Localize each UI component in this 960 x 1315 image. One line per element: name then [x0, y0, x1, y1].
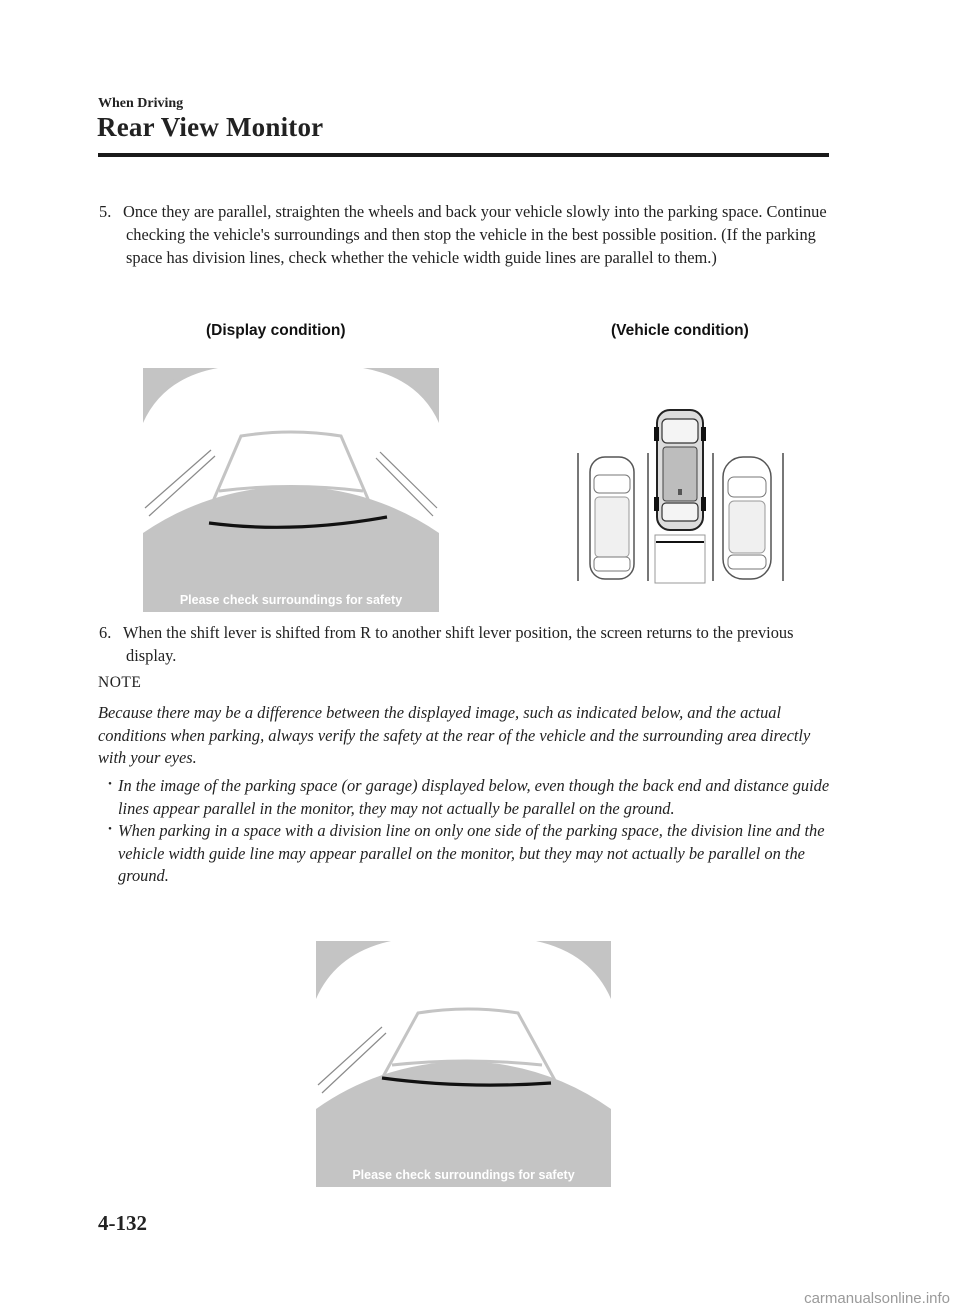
screen-message: Please check surroundings for safety — [179, 593, 403, 607]
note-body: Because there may be a difference between the displayed image, such as indicated below, and the actual conditions when parking, always verify the safety at the rear of the vehicle and the surrounding area directly with your eyes. — [98, 703, 811, 768]
page-number: 4-132 — [98, 1211, 147, 1235]
bullet-text: In the image of the parking space (or garage) displayed below, even though the back end and distance guide lines appear parallel in the monitor, they may not actually be parallel on the ground. — [118, 776, 830, 818]
section-label: When Driving — [98, 96, 184, 111]
display-condition-caption: (Display condition) — [206, 322, 346, 339]
reversing-car — [654, 410, 706, 530]
stop-line — [656, 541, 704, 543]
step-text: Once they are parallel, straighten the wheels and back your vehicle slowly into the parking space. Continue checking the vehicle's surroundings and then stop the vehicle in the best possible position. (If the parking space has division lines, check whether the vehicle width guide lines are parallel to them.) — [123, 202, 827, 267]
page-title: Rear View Monitor — [97, 112, 324, 142]
note-bullet — [98, 820, 838, 888]
note-bullet — [98, 775, 838, 820]
step-number: 6. — [99, 623, 112, 642]
bullet-glyph: ・ — [103, 823, 117, 839]
step-6 — [99, 621, 839, 667]
screen-message: Please check surroundings for safety — [352, 1168, 575, 1182]
parked-car-left — [590, 457, 634, 579]
note-heading: NOTE — [98, 674, 142, 691]
title-rule — [98, 153, 829, 157]
bullet-glyph: ・ — [103, 778, 117, 793]
bullet-text: When parking in a space with a division line on only one side of the parking space, the division line and the vehicle width guide line may appear parallel on the monitor, but they may not actually be parallel on the ground. — [118, 821, 825, 886]
step-text: When the shift lever is shifted from R to another shift lever position, the screen returns to the previous display. — [123, 623, 794, 665]
vehicle-condition-caption: (Vehicle condition) — [611, 322, 749, 339]
display-condition-screen — [143, 368, 439, 612]
vehicle-condition-diagram — [570, 405, 790, 585]
division-line — [577, 453, 579, 581]
step-number: 5. — [99, 202, 112, 221]
watermark: carmanualsonline.info — [804, 1290, 950, 1307]
one-side-division-screen — [316, 941, 611, 1187]
note-bullet-list — [98, 775, 838, 888]
parked-car-right — [723, 457, 771, 579]
step-5 — [99, 200, 839, 269]
